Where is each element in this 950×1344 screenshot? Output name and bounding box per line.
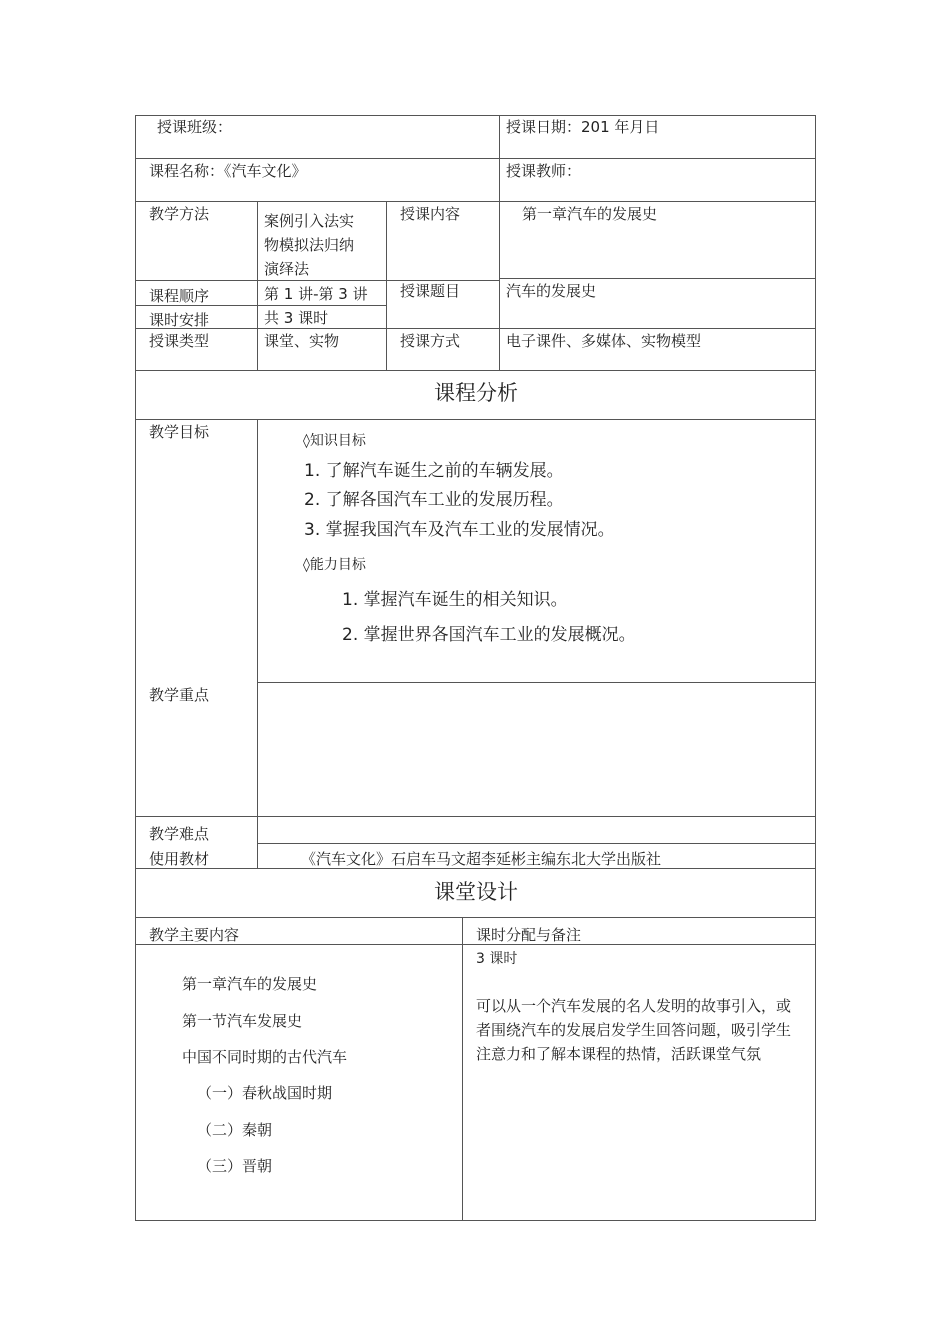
table-border (135, 816, 816, 817)
course-name: 课程名称：《汽车文化》 (149, 162, 307, 180)
table-border (257, 419, 258, 868)
table-border (135, 201, 816, 202)
hours-label: 课时安排 (149, 311, 210, 329)
table-border (815, 115, 816, 1221)
table-border (135, 158, 816, 159)
table-border (257, 682, 816, 683)
method-value (264, 209, 354, 281)
difficult-points-label: 教学难点 (149, 825, 210, 843)
table-border (135, 328, 816, 329)
method-line: 演绎法 (264, 260, 310, 278)
table-border (135, 305, 387, 306)
teaching-note: 可以从一个汽车发展的名人发明的故事引入，或者围绕汽车的发展启发学生回答问题，吸引学生注意力和了解本课程的热情，活跃课堂气氛 (476, 997, 792, 1063)
ability-heading: ◊能力目标 (303, 557, 366, 573)
order-label: 课程顺序 (149, 287, 210, 305)
content-value: 第一章汽车的发展史 (522, 205, 658, 223)
table-border (135, 419, 816, 420)
type-value: 课堂、实物 (264, 332, 340, 350)
method-label: 教学方法 (149, 205, 210, 223)
allocation-label: 课时分配与备注 (476, 926, 582, 944)
content-line: （二）秦朝 (197, 1121, 273, 1139)
content-line: 中国不同时期的古代汽车 (182, 1048, 348, 1066)
topic-label: 授课题目 (400, 282, 461, 300)
hours-value: 共 3 课时 (264, 309, 329, 327)
textbook-label: 使用教材 (149, 850, 210, 868)
design-title: 课堂设计 (434, 880, 518, 904)
main-content-label: 教学主要内容 (149, 926, 240, 944)
knowledge-item: 1. 了解汽车诞生之前的车辆发展。 (304, 461, 564, 481)
table-border (135, 868, 816, 869)
ability-item: 1. 掌握汽车诞生的相关知识。 (342, 590, 568, 610)
order-value: 第 1 讲-第 3 讲 (264, 285, 368, 303)
mode-value: 电子课件、多媒体、实物模型 (506, 332, 702, 350)
table-border (257, 201, 258, 370)
table-border (135, 370, 816, 371)
hours-allocation: 3 课时 (476, 951, 518, 967)
method-line: 案例引入法实 (264, 212, 355, 230)
table-border (135, 115, 136, 1221)
method-line: 物模拟法归纳 (264, 236, 355, 254)
knowledge-item: 3. 掌握我国汽车及汽车工业的发展情况。 (304, 520, 615, 540)
goals-label: 教学目标 (149, 423, 210, 441)
content-line: （三）晋朝 (197, 1157, 273, 1175)
ability-item: 2. 掌握世界各国汽车工业的发展概况。 (342, 625, 636, 645)
knowledge-item: 2. 了解各国汽车工业的发展历程。 (304, 490, 564, 510)
teacher-label: 授课教师： (506, 162, 582, 180)
class-label: 授课班级： (157, 118, 233, 136)
type-label: 授课类型 (149, 332, 210, 350)
textbook-value: 《汽车文化》石启车马文超李延彬主编东北大学出版社 (301, 850, 662, 868)
table-border (462, 917, 463, 1220)
content-label: 授课内容 (400, 205, 461, 223)
content-line: 第一章汽车的发展史 (182, 975, 318, 993)
content-line: 第一节汽车发展史 (182, 1012, 303, 1030)
table-border (386, 201, 387, 370)
table-border (257, 843, 816, 844)
table-border (135, 917, 816, 918)
key-points-label: 教学重点 (149, 686, 210, 704)
table-border (135, 944, 816, 945)
table-border (135, 1220, 816, 1221)
analysis-title: 课程分析 (434, 381, 518, 405)
table-border (499, 278, 816, 279)
mode-label: 授课方式 (400, 332, 461, 350)
topic-value: 汽车的发展史 (506, 282, 597, 300)
content-line: （一）春秋战国时期 (197, 1084, 333, 1102)
knowledge-heading: ◊知识目标 (303, 433, 366, 449)
table-border (135, 115, 816, 116)
date-label: 授课日期：201 年月日 (506, 118, 660, 136)
table-border (499, 115, 500, 370)
